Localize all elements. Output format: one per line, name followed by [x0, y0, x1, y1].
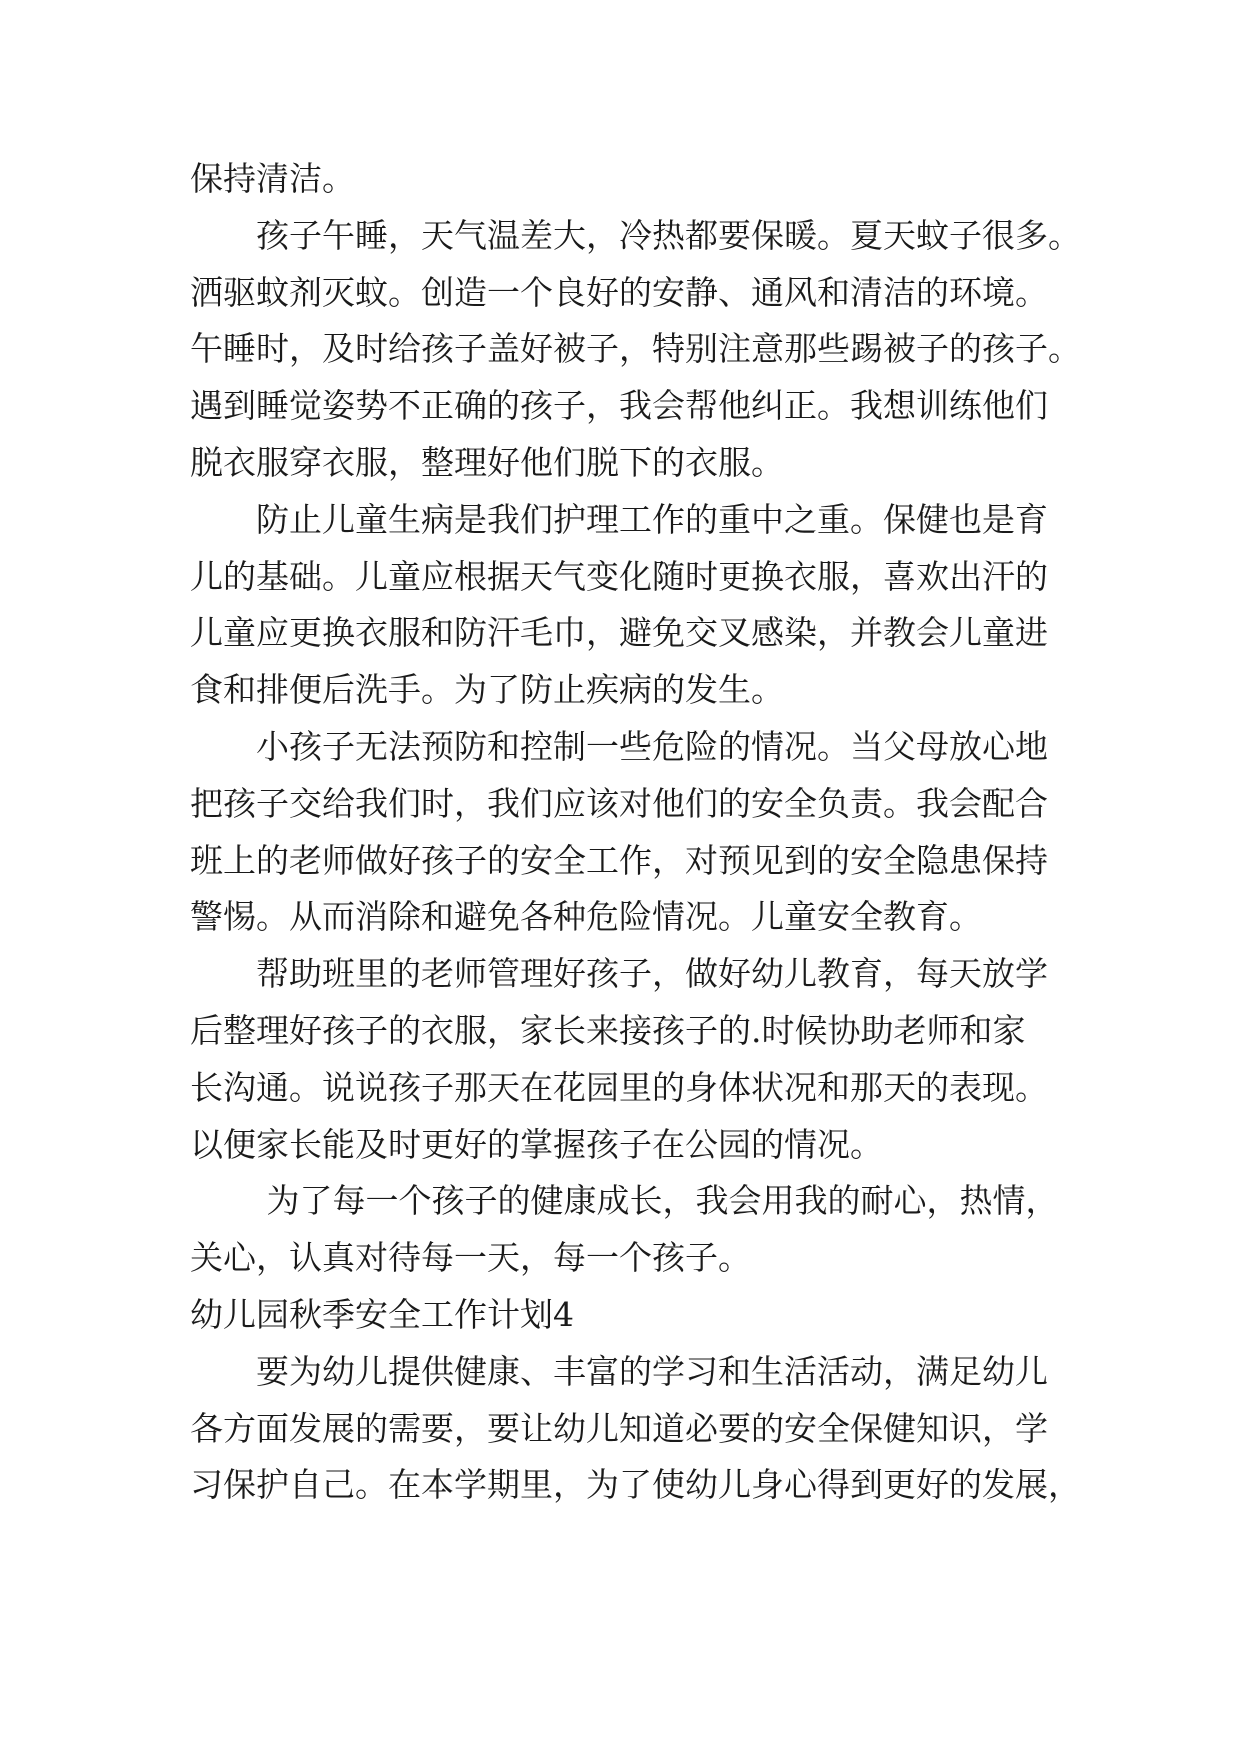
- text-line: 要为幼儿提供健康、丰富的学习和生活活动，满足幼儿: [190, 1351, 1048, 1391]
- text-line: 小孩子无法预防和控制一些危险的情况。当父母放心地: [190, 726, 1048, 766]
- text-line: 为了每一个孩子的健康成长，我会用我的耐心，热情，: [190, 1181, 1059, 1221]
- text-line: 以便家长能及时更好的掌握孩子在公园的情况。: [190, 1124, 883, 1164]
- text-line: 食和排便后洗手。为了防止疾病的发生。: [190, 670, 784, 710]
- text-line: 把孩子交给我们时，我们应该对他们的安全负责。我会配合: [190, 783, 1048, 823]
- document-body: [190, 151, 1081, 1514]
- text-line: 儿的基础。儿童应根据天气变化随时更换衣服，喜欢出汗的: [190, 556, 1048, 596]
- text-line: 脱衣服穿衣服，整理好他们脱下的衣服。: [190, 442, 784, 482]
- text-line: 后整理好孩子的衣服，家长来接孩子的.时候协助老师和家: [190, 1010, 1026, 1050]
- text-line: 关心，认真对待每一天，每一个孩子。: [190, 1238, 751, 1278]
- text-line: 警惕。从而消除和避免各种危险情况。儿童安全教育。: [190, 897, 982, 937]
- section-heading: 幼儿园秋季安全工作计划4: [190, 1294, 574, 1334]
- text-line: 班上的老师做好孩子的安全工作，对预见到的安全隐患保持: [190, 840, 1048, 880]
- text-line: 习保护自己。在本学期里，为了使幼儿身心得到更好的发展，: [190, 1465, 1081, 1505]
- text-line: 防止儿童生病是我们护理工作的重中之重。保健也是育: [190, 499, 1048, 539]
- text-line: 儿童应更换衣服和防汗毛巾，避免交叉感染，并教会儿童进: [190, 613, 1048, 653]
- text-line: 孩子午睡，天气温差大，冷热都要保暖。夏天蚊子很多。: [190, 215, 1081, 255]
- text-line: 遇到睡觉姿势不正确的孩子，我会帮他纠正。我想训练他们: [190, 386, 1048, 426]
- text-line: 各方面发展的需要，要让幼儿知道必要的安全保健知识，学: [190, 1408, 1048, 1448]
- text-line: 午睡时，及时给孩子盖好被子，特别注意那些踢被子的孩子。: [190, 329, 1081, 369]
- text-line: 洒驱蚊剂灭蚊。创造一个良好的安静、通风和清洁的环境。: [190, 272, 1048, 312]
- text-line: 帮助班里的老师管理好孩子，做好幼儿教育，每天放学: [190, 954, 1048, 994]
- text-line: 长沟通。说说孩子那天在花园里的身体状况和那天的表现。: [190, 1067, 1048, 1107]
- text-line: 保持清洁。: [190, 159, 355, 198]
